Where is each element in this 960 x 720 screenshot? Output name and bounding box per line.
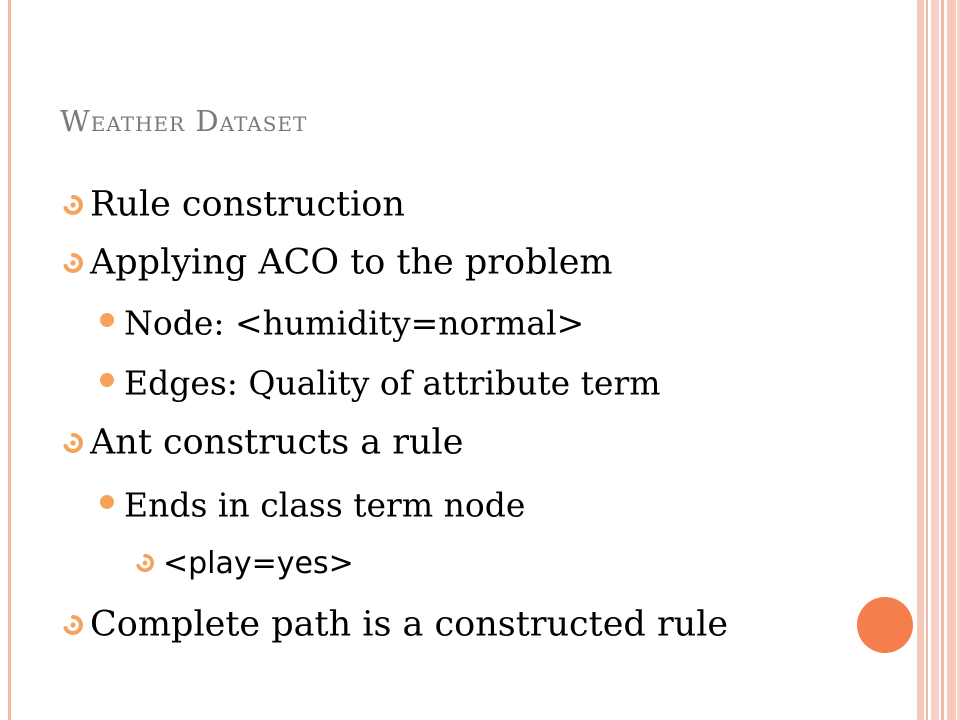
- orange-ring-bullet-icon: [135, 546, 157, 581]
- orange-ring-bullet-icon: [62, 423, 84, 463]
- slide-title: Weather Dataset: [60, 104, 308, 138]
- bullet-text: Edges: Quality of attribute term: [124, 363, 661, 403]
- bullet-item-level-1: [62, 183, 405, 225]
- bullet-text: Ends in class term node: [124, 485, 526, 525]
- orange-dot-bullet-icon: [100, 313, 114, 327]
- orange-dot-bullet-icon: [100, 495, 114, 509]
- bullet-item-level-2: [100, 483, 525, 525]
- bullet-item-level-2: [100, 361, 661, 403]
- bullet-text: <play=yes>: [163, 546, 354, 581]
- bullet-item-level-1: [62, 603, 728, 645]
- bullet-text: Rule construction: [90, 184, 405, 225]
- bullet-item-level-3: [135, 545, 354, 581]
- bullet-item-level-2: [100, 301, 584, 343]
- bullet-item-level-1: [62, 421, 463, 463]
- bullet-text: Applying ACO to the problem: [90, 242, 613, 283]
- orange-ring-bullet-icon: [62, 185, 84, 225]
- bullet-text: Node: <humidity=normal>: [124, 303, 585, 343]
- orange-ring-bullet-icon: [62, 605, 84, 645]
- orange-dot-bullet-icon: [100, 373, 114, 387]
- orange-ring-bullet-icon: [62, 243, 84, 283]
- bullet-text: Complete path is a constructed rule: [90, 604, 729, 645]
- bullet-text: Ant constructs a rule: [90, 422, 464, 463]
- bullet-item-level-1: [62, 241, 613, 283]
